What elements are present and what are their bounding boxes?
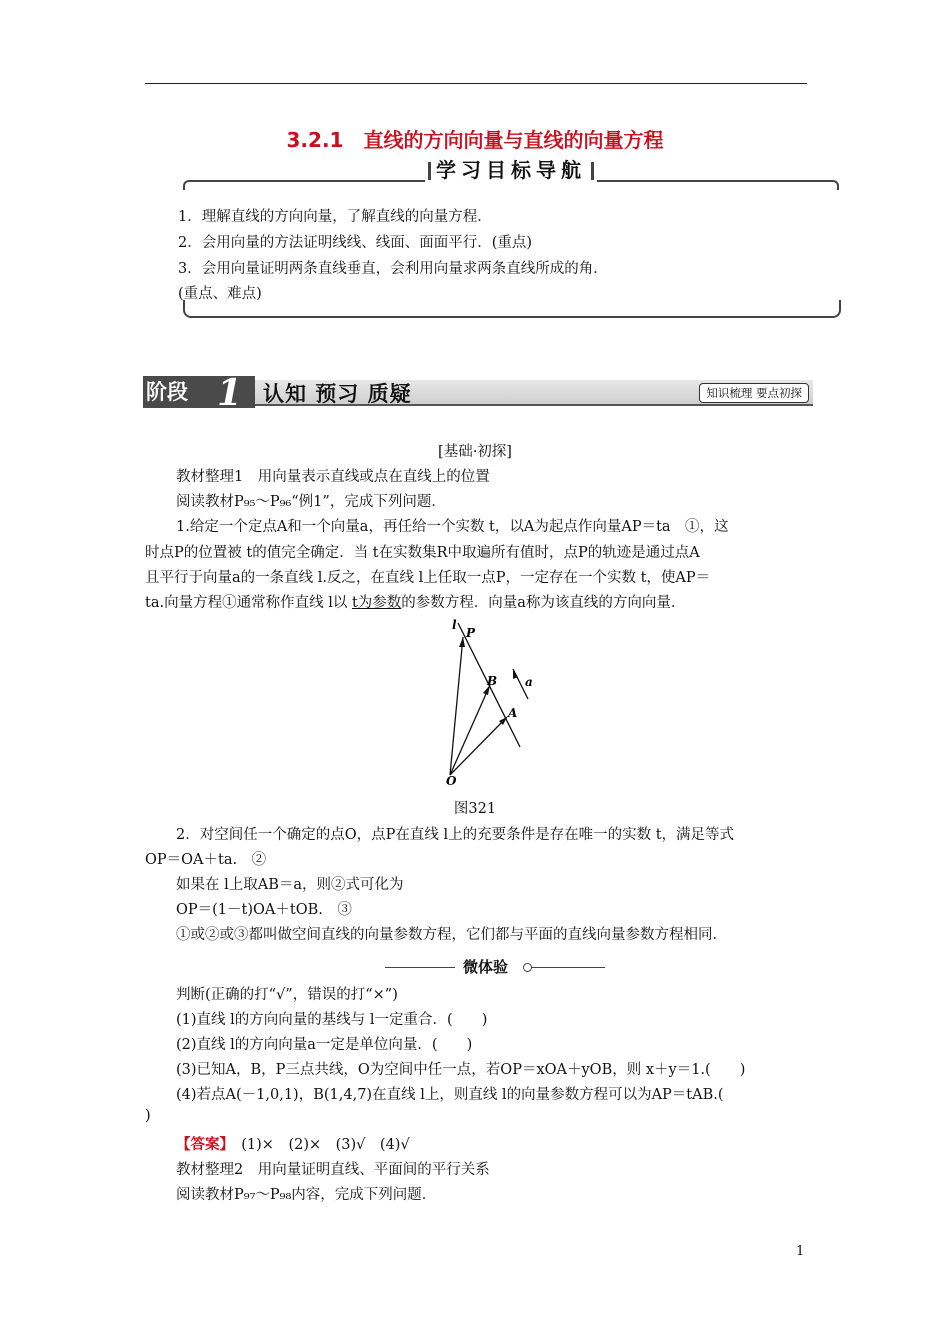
paragraph-line: 如果在 l上取AB＝a，则②式可化为 <box>176 877 404 893</box>
section-subheading: [基础·初探] <box>438 444 512 460</box>
paragraph-line: 时点P的位置被 t的值完全确定．当 t在实数集R中取遍所有值时，点P的轨迹是通过点A <box>145 545 700 561</box>
learning-goals-header <box>183 158 839 194</box>
paragraph-line: 2．对空间任一个确定的点O，点P在直线 l上的充要条件是存在唯一的实数 t，满足等式 <box>176 827 735 843</box>
paragraph-line: ①或②或③都叫做空间直线的向量参数方程，它们都与平面的直线向量参数方程相同． <box>176 927 727 943</box>
answer-line <box>176 1133 410 1154</box>
question-item: (2)直线 l的方向向量a一定是单位向量．( ) <box>176 1037 473 1053</box>
figure-label: B <box>487 674 498 688</box>
reading-instruction: 阅读教材P₉₅～P₉₆“例1”，完成下列问题． <box>176 494 446 510</box>
learning-goals-heading: 学习目标导航 <box>428 154 594 183</box>
reading-instruction: 阅读教材P₉₇～P₉₈内容，完成下列问题． <box>176 1187 437 1203</box>
goal-item: 2．会用向量的方法证明线线、线面、面面平行．(重点) <box>178 235 533 251</box>
stage-caption: 认知 预习 质疑 <box>263 382 412 406</box>
goal-item: (重点、难点) <box>178 286 262 302</box>
goal-item: 1．理解直线的方向向量，了解直线的向量方程． <box>178 209 492 225</box>
question-item: ) <box>145 1108 151 1124</box>
page-title: 3.2.1 直线的方向向量与直线的向量方程 <box>286 128 664 152</box>
figure-label: P <box>466 626 476 640</box>
figure-label: O <box>446 774 457 785</box>
underlined-term: t为参数 <box>351 595 402 611</box>
stage-banner <box>143 372 813 414</box>
learning-goals-box <box>178 158 839 318</box>
paragraph-line: 且平行于向量a的一条直线 l.反之，在直线 l上任取一点P，一定存在一个实数 t，使AP＝ <box>145 570 711 586</box>
paragraph-line: ta.向量方程①通常称作直线 l以 t为参数的参数方程．向量a称为该直线的方向向量． <box>145 595 686 611</box>
equation-line: OP＝OA＋ta. ② <box>145 852 267 868</box>
section-title: 教材整理2 用向量证明直线、平面间的平行关系 <box>176 1162 490 1178</box>
line-vector-figure <box>430 615 560 785</box>
stage-number: 1 <box>217 372 243 414</box>
figure-label: a <box>525 675 533 689</box>
section-title: 教材整理1 用向量表示直线或点在直线上的位置 <box>176 469 490 485</box>
answer-text: (1)× (2)× (3)√ (4)√ <box>226 1137 410 1153</box>
question-item: (1)直线 l的方向向量的基线与 l一定重合．( ) <box>176 1012 488 1028</box>
figure-label: l <box>452 618 457 632</box>
figure-caption: 图321 <box>453 801 497 817</box>
stage-label: 阶段 <box>143 376 255 408</box>
question-instruction: 判断(正确的打“√”，错误的打“×”) <box>176 987 398 1003</box>
goal-item: 3．会用向量证明两条直线垂直，会利用向量求两条直线所成的角． <box>178 261 608 277</box>
header-rule <box>145 83 807 84</box>
figure-label: A <box>508 706 518 720</box>
stage-tag: 知识梳理 要点初探 <box>699 383 809 403</box>
paragraph-line: 1.给定一个定点A和一个向量a，再任给一个实数 t，以A为起点作向量AP＝ta ①，这 <box>176 519 729 535</box>
question-item: (4)若点A(－1,0,1)，B(1,4,7)在直线 l上，则直线 l的向量参数方程可以为AP＝tAB.( <box>176 1087 724 1103</box>
micro-experience-heading: 微体验 <box>463 958 509 976</box>
answer-label: 【答案】 <box>176 1136 227 1153</box>
micro-experience-divider <box>385 958 605 978</box>
equation-line: OP＝(1－t)OA＋tOB. ③ <box>176 902 352 918</box>
question-item: (3)已知A，B，P三点共线，O为空间中任一点，若OP＝xOA＋yOB，则 x＋y＝1.( ) <box>176 1062 746 1078</box>
page-number: 1 <box>796 1244 805 1259</box>
